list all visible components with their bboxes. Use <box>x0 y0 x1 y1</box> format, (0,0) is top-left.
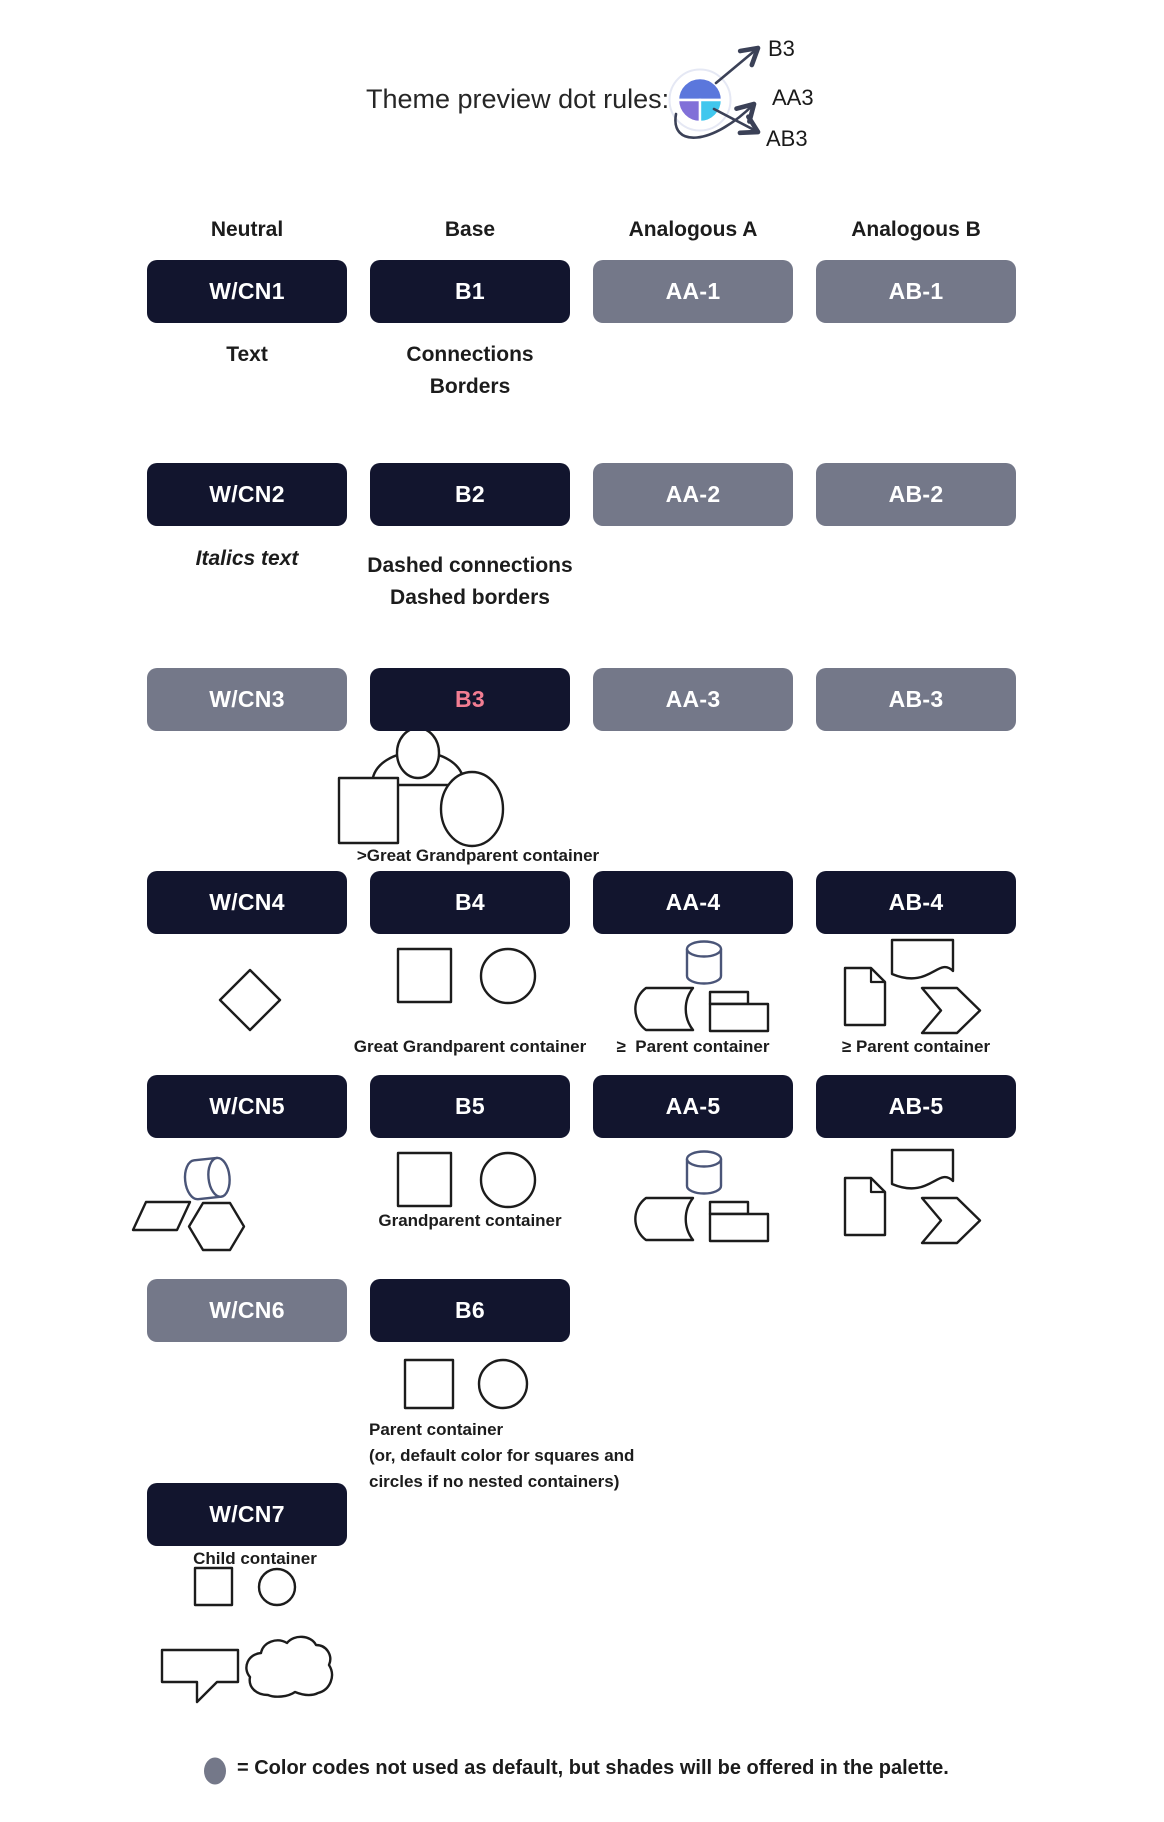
speech-bubble-shape <box>162 1650 238 1702</box>
folder-shape <box>710 1004 768 1031</box>
swatch-wcn1: W/CN1 <box>147 260 347 323</box>
note-ab4: ≥ Parent container <box>841 1037 991 1056</box>
swatch-wcn3: W/CN3 <box>147 668 347 731</box>
cloud-shape <box>246 1637 332 1697</box>
swatch-b3: B3 <box>370 668 570 731</box>
swatch-wcn5: W/CN5 <box>147 1075 347 1138</box>
square-shape <box>398 949 451 1002</box>
swatch-wcn2: W/CN2 <box>147 463 347 526</box>
chevron-shape <box>922 988 980 1033</box>
swatch-aa3: AA-3 <box>593 668 793 731</box>
note-wcn7: Child container <box>193 1549 317 1568</box>
ellipse-shape <box>441 772 503 846</box>
swatch-ab5: AB-5 <box>816 1075 1016 1138</box>
caption-base-connections <box>360 339 580 403</box>
dot-target-ab3: AB3 <box>766 126 808 151</box>
swatch-ab3: AB-3 <box>816 668 1016 731</box>
wavy-card-shape <box>892 940 953 978</box>
swatch-b1: B1 <box>370 260 570 323</box>
caption-base-dashed <box>350 550 590 614</box>
column-header-analogous-b: Analogous B <box>851 218 981 241</box>
swatch-b4: B4 <box>370 871 570 934</box>
square-shape <box>405 1360 453 1408</box>
note-line: (or, default color for squares and <box>369 1446 635 1465</box>
circle-shape <box>481 1153 535 1207</box>
column-header-analogous-a: Analogous A <box>628 218 758 241</box>
column-header-base: Base <box>444 218 496 241</box>
swatch-aa1: AA-1 <box>593 260 793 323</box>
cylinder-top-icon <box>687 942 721 957</box>
swatch-aa5: AA-5 <box>593 1075 793 1138</box>
square-shape <box>195 1568 232 1605</box>
legend-text: = Color codes not used as default, but shades will be offered in the palette. <box>237 1757 949 1779</box>
swatch-aa2: AA-2 <box>593 463 793 526</box>
arrow-to-b3 <box>716 48 758 83</box>
caption-line: Dashed connections <box>367 554 573 577</box>
swatch-wcn7: W/CN7 <box>147 1483 347 1546</box>
swatch-ab4: AB-4 <box>816 871 1016 934</box>
dot-target-b3: B3 <box>768 36 795 61</box>
square-shape <box>398 1153 451 1206</box>
preview-dot-base-segment <box>678 78 722 100</box>
hexagon-shape <box>189 1203 244 1250</box>
preview-dot-analogous-a-segment <box>678 100 700 122</box>
note-b3: >Great Grandparent container <box>356 846 600 865</box>
caption-neutral-italics: Italics text <box>195 547 299 570</box>
swatch-aa4: AA-4 <box>593 871 793 934</box>
folder-tab-shape <box>710 1202 748 1214</box>
caption-line: Dashed borders <box>390 586 550 609</box>
swatch-wcn6: W/CN6 <box>147 1279 347 1342</box>
chevron-shape <box>922 1198 980 1243</box>
swatch-wcn4: W/CN4 <box>147 871 347 934</box>
square-shape <box>339 778 398 843</box>
swatch-b5: B5 <box>370 1075 570 1138</box>
caption-neutral-text: Text <box>226 343 268 366</box>
note-b4: Great Grandparent container <box>353 1037 587 1056</box>
legend-dot-icon <box>204 1758 226 1785</box>
document-shape <box>845 1178 885 1235</box>
diamond-shape <box>220 970 280 1030</box>
note-line: Parent container <box>369 1420 504 1439</box>
parallelogram-shape <box>133 1202 190 1230</box>
page-title: Theme preview dot rules: <box>366 84 670 114</box>
dot-target-aa3: AA3 <box>772 85 814 110</box>
person-head-shape <box>397 728 439 778</box>
note-aa4: ≥ Parent container <box>616 1037 770 1056</box>
cylinder-top-icon <box>687 1152 721 1167</box>
circle-shape <box>479 1360 527 1408</box>
swatch-ab1: AB-1 <box>816 260 1016 323</box>
swatch-b6: B6 <box>370 1279 570 1342</box>
note-b6 <box>369 1417 659 1495</box>
folder-shape <box>710 1214 768 1241</box>
stored-data-shape <box>635 1198 693 1240</box>
document-shape <box>845 968 885 1025</box>
folder-tab-shape <box>710 992 748 1004</box>
circle-shape <box>259 1569 295 1605</box>
column-header-neutral: Neutral <box>210 218 284 241</box>
stored-data-shape <box>635 988 693 1030</box>
swatch-ab2: AB-2 <box>816 463 1016 526</box>
note-line: circles if no nested containers) <box>369 1472 620 1491</box>
circle-shape <box>481 949 535 1003</box>
swatch-b2: B2 <box>370 463 570 526</box>
wavy-card-shape <box>892 1150 953 1188</box>
caption-line: Borders <box>429 375 511 398</box>
caption-line: Connections <box>406 343 534 366</box>
note-b5: Grandparent container <box>378 1211 562 1230</box>
